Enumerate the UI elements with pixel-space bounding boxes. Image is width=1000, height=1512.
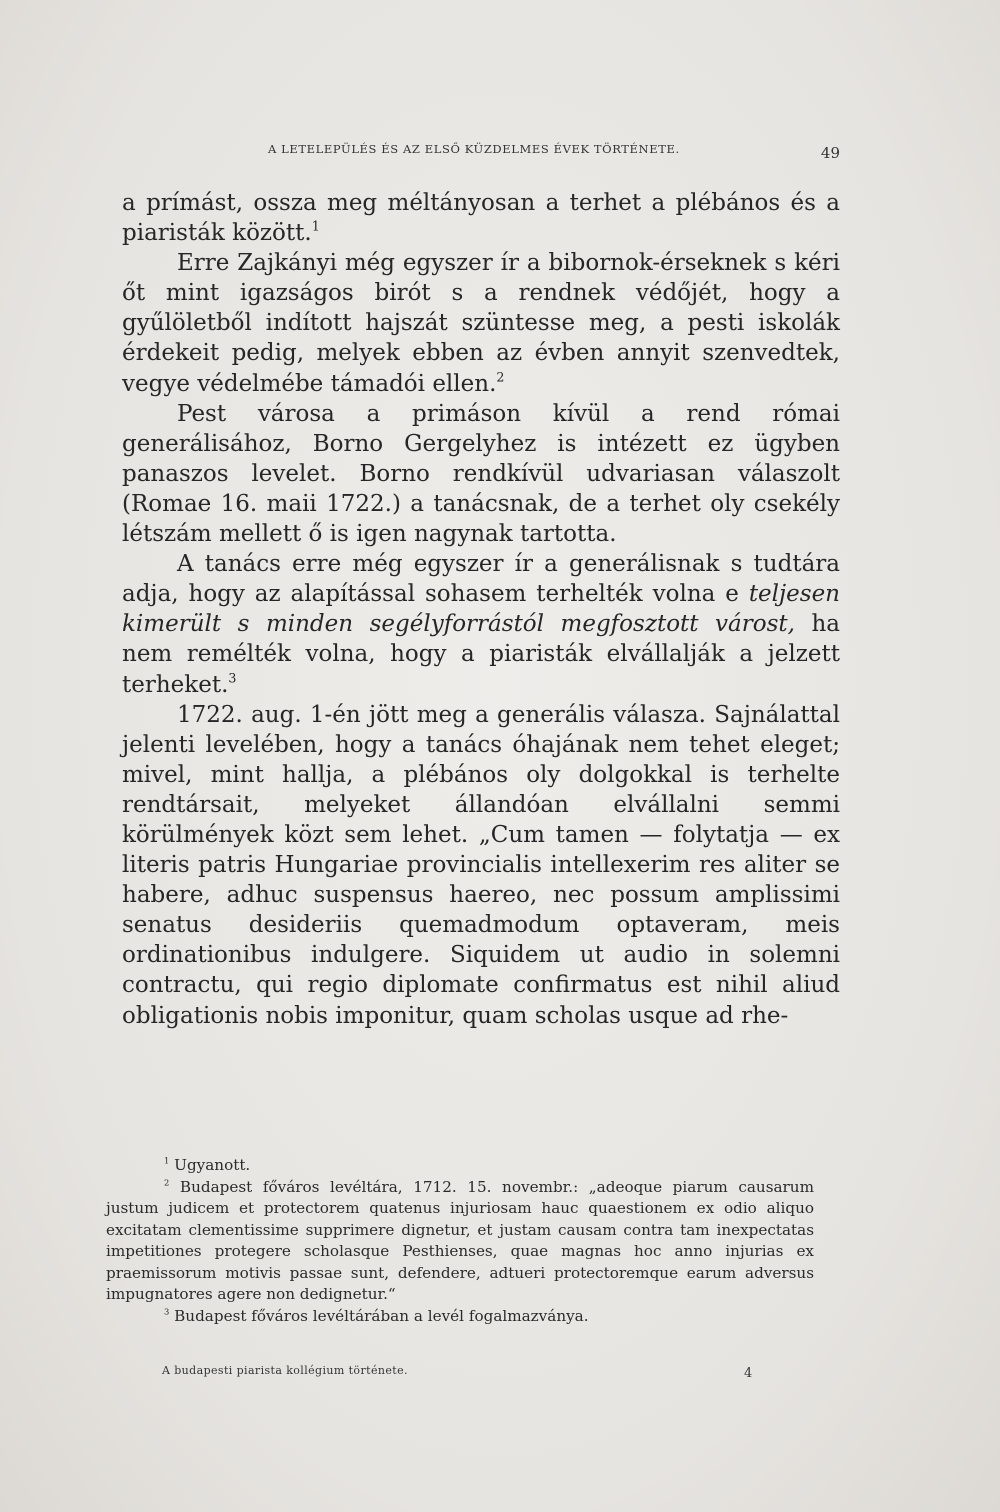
emphasized-text: teljesen kimerült s minden segélyforrástól megfosztott várost, xyxy=(122,581,840,638)
footnote-2 xyxy=(106,1177,814,1306)
footnotes xyxy=(106,1155,814,1327)
footnote-text: Ugyanott. xyxy=(174,1156,251,1174)
footnote-text: Budapest főváros levéltárában a levél fogalmazványa. xyxy=(174,1306,589,1325)
footnote-mark: 1 xyxy=(164,1155,170,1166)
paragraph-text: a prímást, ossza meg méltányosan a terhet a plébános és a piaristák között. xyxy=(122,190,840,247)
footnote-mark: 3 xyxy=(164,1306,170,1317)
signature-number: 4 xyxy=(744,1366,753,1381)
paragraph-text: A tanács erre még egyszer ír a generálisnak s tudtára adja, hogy az alapítással sohasem terhelték volna e xyxy=(122,551,840,608)
page-number: 49 xyxy=(820,144,840,162)
paragraph-1 xyxy=(122,188,840,248)
footnote-mark: 2 xyxy=(164,1177,170,1188)
paragraph-text: ha nem remélték volna, hogy a piaristák elvállalják a jelzett terheket. xyxy=(122,611,840,698)
paragraph-3 xyxy=(122,399,840,549)
footnote-ref: 3 xyxy=(228,670,237,686)
paragraph-text: 1722. aug. 1-én jött meg a generális válasza. Sajnálattal jelenti levelében, hogy a tanács óhajának nem tehet eleget; mivel, mint hallja, a plébános oly dolgokkal is terhelte rendtársait, melyeket állandóan elvállalni semmi körülmények közt sem lehet. „Cum tamen — folytatja — ex literis patris Hungariae provincialis intellexerim res aliter se habere, adhuc suspensus haereo, nec possum amplissimi senatus desideriis quemadmodum optaveram, meis ordinationibus indulgere. Siquidem ut audio in solemni contractu, qui regio diplomate confirmatus est nihil aliud obligationis nobis imponitur, quam scholas usque ad rhe- xyxy=(122,701,840,1029)
book-title: A budapesti piarista kollégium története. xyxy=(162,1364,408,1377)
paragraph-text: Pest városa a primáson kívül a rend római generálisához, Borno Gergelyhez is intézett ez ügyben panaszos levelet. Borno rendkívül udvariasan válaszolt (Romae 16. maii 1722.) a tanácsnak, de a terhet oly csekély létszám mellett ő is igen nagynak tartotta. xyxy=(122,400,840,548)
signature-line xyxy=(162,1364,762,1381)
paragraph-5 xyxy=(122,700,840,1031)
paragraph-2 xyxy=(122,248,840,398)
body-text xyxy=(122,188,840,1031)
footnote-ref: 1 xyxy=(311,218,320,234)
footnote-ref: 2 xyxy=(496,369,505,385)
footnote-3 xyxy=(106,1306,814,1328)
running-title: A LETELEPÜLÉS ÉS AZ ELSŐ KÜZDELMES ÉVEK TÖRTÉNETE. xyxy=(268,142,680,156)
footnote-text: Budapest főváros levéltára, 1712. 15. novembr.: „adeoque piarum causarum justum judicem et protectorem quatenus injuriosam hauc quaestionem ex odio aliquo excitatam clementissime supprimere dignetur, et justam causam contra tam inexpectatas impetitiones protegere scholasque Pesthienses, quae magnas hoc anno injurias ex praemissorum motivis passae sunt, defendere, adtueri protectoremque earum adversus impugnatores agere non dedignetur.“ xyxy=(106,1177,814,1303)
paragraph-text: Erre Zajkányi még egyszer ír a bibornok-érseknek s kéri őt mint igazságos birót s a rendnek védőjét, hogy a gyűlöletből indított hajszát szüntesse meg, a pesti iskolák érdekeit pedig, melyek ebben az évben annyit szenvedtek, vegye védelmébe támadói ellen. xyxy=(122,250,840,397)
paragraph-4 xyxy=(122,549,840,699)
running-head xyxy=(130,138,840,168)
footnote-1 xyxy=(106,1155,814,1177)
